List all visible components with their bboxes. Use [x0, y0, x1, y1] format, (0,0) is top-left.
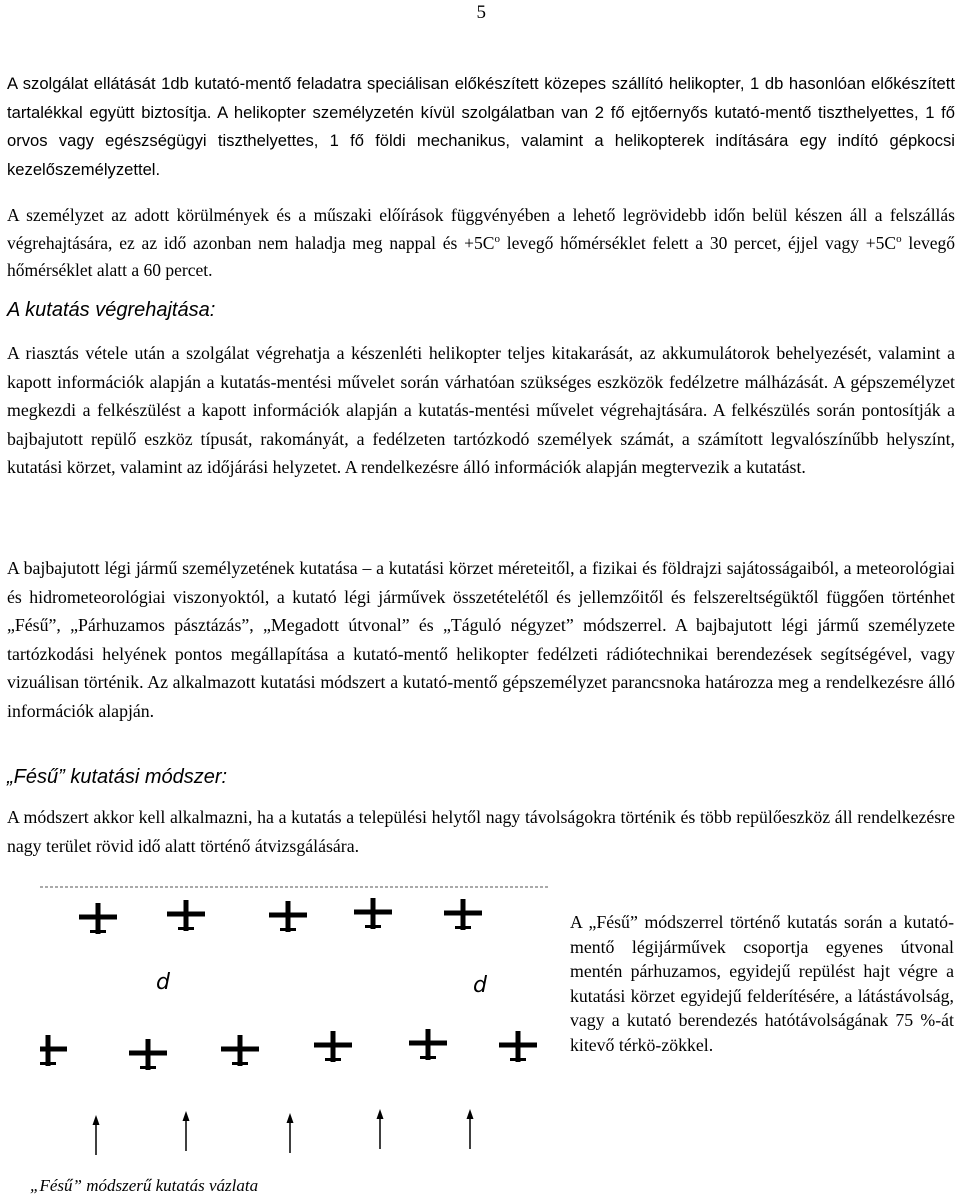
readiness-text-part-a: A személyzet az adott körülmények és a műszaki előírások függvényében a lehető legrövidebb időn belül készen áll a felszállás végrehajtására, ez az idő azonban nem haladja meg nappal és +5C: [7, 205, 955, 253]
spacing-label-left: [156, 970, 171, 995]
paragraph-comb-method-usage: A módszert akkor kell alkalmazni, ha a kutatás a települési helytől nagy távolságokra történik és több repülőeszköz áll rendelkezésre nagy terület rövid idő alatt történő átvizsgálására.: [7, 807, 955, 856]
helicopter-icon: [354, 898, 392, 929]
figure-caption: „Fésű” módszerű kutatás vázlata: [30, 1176, 259, 1195]
readiness-text-part-c: levegő hőmérséklet alatt a 60 percet.: [7, 232, 956, 281]
direction-arrow-icon: [377, 1109, 384, 1149]
direction-arrow-icon: [467, 1109, 474, 1149]
plane-row-middle: [40, 1029, 537, 1070]
paragraph-search-methods: A bajbajutott légi jármű személyzetének kutatása – a kutatási körzet méreteitől, a fizikai és földrajzi sajátosságaiból, a meteorológiai és hidrometeorológiai viszonyoktól, a kutató légi járművek összetételétől és jellemzőitől és felszereltségüktől függően történhet „Fésű”, „Párhuzamos pásztázás”, „Megadott útvonal” és „Táguló négyzet” módszerrel. A bajbajutott légi jármű személyzete tartózkodási helyének pontos megállapítása a kutató-mentő helikopter fedélzeti rádiótechnikai berendezések segítségével, vagy vizuálisan történik. Az alkalmazott kutatási módszert a kutató-mentő gépszemélyzet parancsnoka határozza meg a rendelkezésre álló információk alapján.: [7, 558, 955, 721]
svg-text:d: d: [156, 970, 170, 995]
page-number: 5: [476, 2, 486, 23]
comb-method-diagram: [40, 885, 548, 1175]
degree-superscript: o: [494, 232, 500, 245]
paragraph-readiness-time: [7, 202, 955, 285]
plane-row-top: [79, 898, 482, 934]
direction-arrows: [93, 1109, 474, 1155]
spacing-label-right: [473, 973, 488, 998]
helicopter-icon: [499, 1031, 537, 1062]
helicopter-icon: [269, 901, 307, 932]
helicopter-icon: [444, 899, 482, 930]
degree-superscript: o: [896, 232, 902, 245]
paragraph-alarm-procedure: A riasztás vétele után a szolgálat végrehatja a készenléti helikopter teljes kitakarását, az akkumulátorok behelyezését, valamint a kapott információk alapján a kutatás-mentési művelet során várhatóan szükséges eszközök fedélzetre málházását. A gépszemélyzet megkezdi a felkészülést a kapott információk alapján a kutatás-mentési művelet végrehajtására. A felkészülés során pontosítják a bajbajutott repülő eszköz típusát, rakományát, a fedélzeten tartózkodó személyek számát, a számított legvalószínűbb helyszínt, kutatási körzet, valamint az időjárási helyzetet. A rendelkezésre álló információk alapján megtervezik a kutatást.: [7, 343, 955, 477]
helicopter-icon: [167, 900, 205, 931]
helicopter-icon: [129, 1039, 167, 1070]
svg-text:d: d: [473, 973, 487, 998]
readiness-text-part-b: levegő hőmérséklet felett a 30 percet, éjjel vagy +5C: [499, 232, 897, 253]
helicopter-icon: [221, 1035, 259, 1066]
paragraph-duty-staffing: A szolgálat ellátását 1db kutató-mentő feladatra speciálisan előkészített közepes szállító helikopter, 1 db hasonlóan előkészített tartalékkal együtt biztosítja. A helikopter személyzetén kívül szolgálatban van 2 fő ejtőernyős kutató-mentő tiszthelyettes, 1 fő orvos vagy egészségügyi tiszthelyettes, 1 fő földi mechanikus, valamint a helikopterek indítására egy indító gépkocsi kezelőszemélyzettel.: [7, 74, 955, 179]
direction-arrow-icon: [287, 1113, 294, 1153]
helicopter-icon: [79, 903, 117, 934]
section-heading-comb-method: „Fésű” kutatási módszer:: [7, 766, 228, 788]
figure-description: A „Fésű” módszerrel történő kutatás során a kutató-mentő légijárművek csoportja egyenes útvonal mentén párhuzamos, egyidejű repülést hajt végre a kutatási körzet egyidejű felderítésére, a látástávolság, vagy a kutató berendezés hatótávolságának 75 %-át kitevő térkö-zökkel.: [570, 912, 954, 1055]
direction-arrow-icon: [183, 1111, 190, 1151]
direction-arrow-icon: [93, 1115, 100, 1155]
helicopter-icon: [40, 1035, 67, 1066]
section-heading-search-execution: A kutatás végrehajtása:: [7, 299, 216, 321]
helicopter-icon: [314, 1031, 352, 1062]
helicopter-icon: [409, 1029, 447, 1060]
